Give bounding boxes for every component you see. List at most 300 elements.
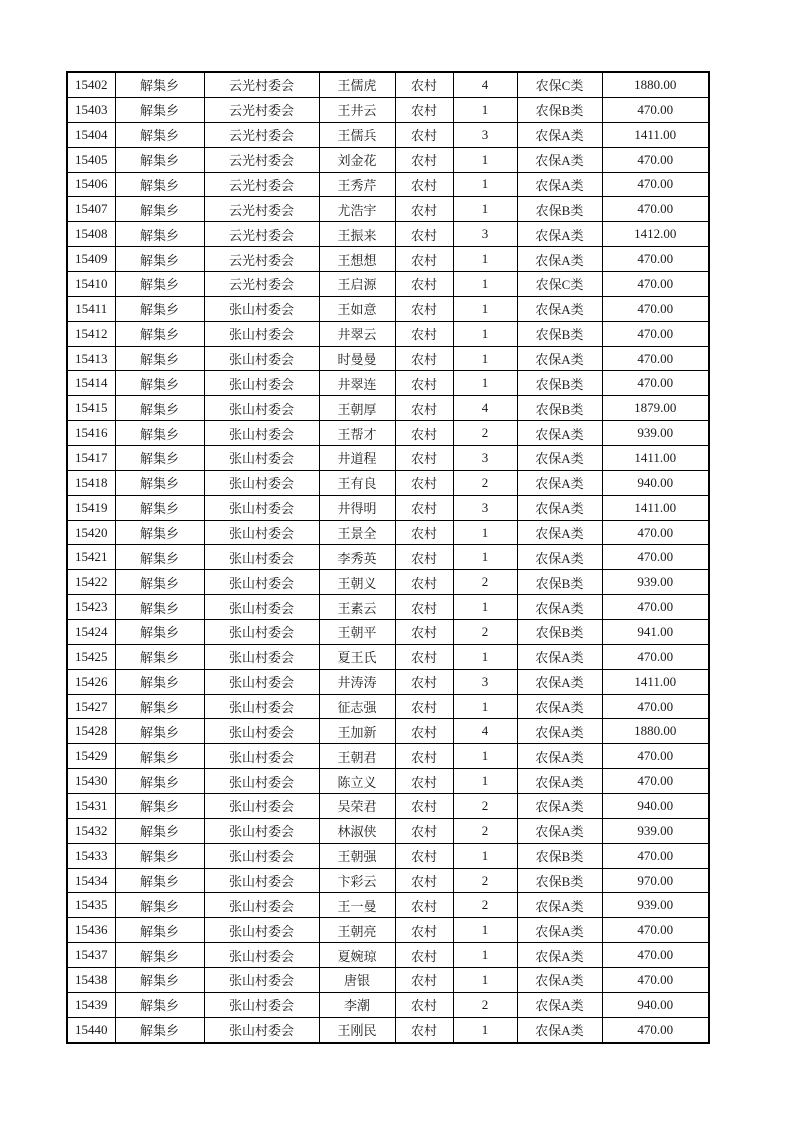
cell-amount: 1411.00	[602, 495, 709, 520]
cell-insurance-category: 农保B类	[517, 371, 602, 396]
cell-township: 解集乡	[115, 396, 204, 421]
cell-insurance-category: 农保A类	[517, 794, 602, 819]
cell-residence-type: 农村	[395, 247, 453, 272]
cell-person-id: 15410	[67, 272, 115, 297]
cell-insurance-category: 农保C类	[517, 272, 602, 297]
cell-amount: 1879.00	[602, 396, 709, 421]
cell-person-id: 15433	[67, 843, 115, 868]
cell-village-committee: 张山村委会	[204, 421, 319, 446]
cell-amount: 1880.00	[602, 72, 709, 97]
cell-township: 解集乡	[115, 694, 204, 719]
table-row	[67, 122, 709, 147]
table-row	[67, 72, 709, 97]
cell-amount: 970.00	[602, 868, 709, 893]
cell-insurance-category: 农保A类	[517, 669, 602, 694]
cell-person-name: 刘金花	[319, 147, 395, 172]
cell-village-committee: 云光村委会	[204, 172, 319, 197]
cell-headcount: 1	[453, 346, 517, 371]
cell-village-committee: 张山村委会	[204, 918, 319, 943]
cell-person-id: 15427	[67, 694, 115, 719]
cell-insurance-category: 农保B类	[517, 620, 602, 645]
cell-person-name: 林淑侠	[319, 818, 395, 843]
cell-person-id: 15414	[67, 371, 115, 396]
cell-village-committee: 云光村委会	[204, 97, 319, 122]
table-row	[67, 446, 709, 471]
cell-residence-type: 农村	[395, 371, 453, 396]
cell-headcount: 1	[453, 918, 517, 943]
cell-residence-type: 农村	[395, 918, 453, 943]
cell-person-name: 时曼曼	[319, 346, 395, 371]
cell-village-committee: 张山村委会	[204, 769, 319, 794]
cell-headcount: 1	[453, 147, 517, 172]
cell-village-committee: 云光村委会	[204, 122, 319, 147]
cell-village-committee: 张山村委会	[204, 321, 319, 346]
cell-insurance-category: 农保A类	[517, 918, 602, 943]
table-row	[67, 421, 709, 446]
cell-person-id: 15440	[67, 1017, 115, 1043]
cell-residence-type: 农村	[395, 719, 453, 744]
cell-person-name: 王振来	[319, 222, 395, 247]
cell-person-name: 王启源	[319, 272, 395, 297]
cell-village-committee: 张山村委会	[204, 694, 319, 719]
cell-headcount: 1	[453, 644, 517, 669]
cell-person-name: 井得明	[319, 495, 395, 520]
cell-residence-type: 农村	[395, 595, 453, 620]
cell-village-committee: 云光村委会	[204, 147, 319, 172]
cell-insurance-category: 农保A类	[517, 296, 602, 321]
cell-headcount: 1	[453, 520, 517, 545]
cell-person-name: 王秀芹	[319, 172, 395, 197]
cell-amount: 470.00	[602, 247, 709, 272]
cell-person-id: 15406	[67, 172, 115, 197]
cell-residence-type: 农村	[395, 495, 453, 520]
cell-headcount: 3	[453, 669, 517, 694]
cell-amount: 470.00	[602, 272, 709, 297]
cell-headcount: 4	[453, 719, 517, 744]
table-row	[67, 520, 709, 545]
cell-person-name: 井翠云	[319, 321, 395, 346]
cell-insurance-category: 农保C类	[517, 72, 602, 97]
cell-township: 解集乡	[115, 446, 204, 471]
cell-insurance-category: 农保B类	[517, 197, 602, 222]
cell-headcount: 2	[453, 818, 517, 843]
cell-person-id: 15423	[67, 595, 115, 620]
cell-person-name: 井涛涛	[319, 669, 395, 694]
cell-person-name: 李秀英	[319, 545, 395, 570]
cell-headcount: 4	[453, 396, 517, 421]
cell-residence-type: 农村	[395, 421, 453, 446]
cell-person-id: 15428	[67, 719, 115, 744]
cell-person-name: 王素云	[319, 595, 395, 620]
cell-person-id: 15407	[67, 197, 115, 222]
cell-township: 解集乡	[115, 470, 204, 495]
cell-amount: 470.00	[602, 172, 709, 197]
cell-insurance-category: 农保B类	[517, 868, 602, 893]
cell-person-id: 15431	[67, 794, 115, 819]
cell-person-name: 王景全	[319, 520, 395, 545]
cell-person-id: 15426	[67, 669, 115, 694]
cell-residence-type: 农村	[395, 744, 453, 769]
cell-residence-type: 农村	[395, 769, 453, 794]
cell-amount: 470.00	[602, 769, 709, 794]
cell-person-id: 15424	[67, 620, 115, 645]
cell-residence-type: 农村	[395, 620, 453, 645]
cell-village-committee: 张山村委会	[204, 943, 319, 968]
cell-person-name: 征志强	[319, 694, 395, 719]
cell-headcount: 1	[453, 943, 517, 968]
cell-residence-type: 农村	[395, 669, 453, 694]
table-row	[67, 595, 709, 620]
cell-headcount: 4	[453, 72, 517, 97]
cell-village-committee: 张山村委会	[204, 520, 319, 545]
cell-person-name: 王儒虎	[319, 72, 395, 97]
cell-amount: 470.00	[602, 918, 709, 943]
cell-insurance-category: 农保A类	[517, 943, 602, 968]
cell-amount: 470.00	[602, 744, 709, 769]
cell-residence-type: 农村	[395, 222, 453, 247]
cell-person-name: 陈立义	[319, 769, 395, 794]
cell-headcount: 1	[453, 272, 517, 297]
table-row	[67, 818, 709, 843]
cell-headcount: 1	[453, 694, 517, 719]
table-row	[67, 321, 709, 346]
cell-insurance-category: 农保A类	[517, 147, 602, 172]
cell-headcount: 2	[453, 421, 517, 446]
cell-person-id: 15415	[67, 396, 115, 421]
cell-insurance-category: 农保B类	[517, 843, 602, 868]
cell-person-id: 15408	[67, 222, 115, 247]
cell-person-id: 15434	[67, 868, 115, 893]
cell-residence-type: 农村	[395, 122, 453, 147]
cell-residence-type: 农村	[395, 272, 453, 297]
cell-township: 解集乡	[115, 968, 204, 993]
table-row	[67, 769, 709, 794]
cell-insurance-category: 农保A类	[517, 122, 602, 147]
cell-township: 解集乡	[115, 520, 204, 545]
cell-person-name: 王帮才	[319, 421, 395, 446]
cell-village-committee: 云光村委会	[204, 272, 319, 297]
cell-residence-type: 农村	[395, 520, 453, 545]
cell-person-id: 15429	[67, 744, 115, 769]
cell-amount: 1411.00	[602, 122, 709, 147]
cell-residence-type: 农村	[395, 843, 453, 868]
cell-person-name: 王刚民	[319, 1017, 395, 1043]
cell-headcount: 2	[453, 470, 517, 495]
table-row	[67, 147, 709, 172]
cell-township: 解集乡	[115, 620, 204, 645]
cell-person-id: 15419	[67, 495, 115, 520]
cell-village-committee: 张山村委会	[204, 545, 319, 570]
cell-township: 解集乡	[115, 794, 204, 819]
table-row	[67, 495, 709, 520]
cell-village-committee: 张山村委会	[204, 346, 319, 371]
cell-headcount: 1	[453, 968, 517, 993]
cell-headcount: 1	[453, 172, 517, 197]
cell-insurance-category: 农保A类	[517, 247, 602, 272]
cell-residence-type: 农村	[395, 992, 453, 1017]
table-row	[67, 296, 709, 321]
cell-person-id: 15425	[67, 644, 115, 669]
cell-insurance-category: 农保A类	[517, 744, 602, 769]
cell-person-id: 15438	[67, 968, 115, 993]
cell-township: 解集乡	[115, 719, 204, 744]
cell-person-name: 王朝亮	[319, 918, 395, 943]
cell-headcount: 2	[453, 992, 517, 1017]
cell-village-committee: 张山村委会	[204, 794, 319, 819]
cell-amount: 939.00	[602, 570, 709, 595]
cell-headcount: 1	[453, 769, 517, 794]
cell-township: 解集乡	[115, 644, 204, 669]
cell-township: 解集乡	[115, 943, 204, 968]
cell-village-committee: 张山村委会	[204, 1017, 319, 1043]
cell-person-id: 15417	[67, 446, 115, 471]
cell-amount: 470.00	[602, 296, 709, 321]
table-row	[67, 719, 709, 744]
cell-insurance-category: 农保A类	[517, 1017, 602, 1043]
cell-township: 解集乡	[115, 769, 204, 794]
cell-headcount: 1	[453, 197, 517, 222]
cell-insurance-category: 农保A类	[517, 495, 602, 520]
cell-amount: 940.00	[602, 470, 709, 495]
cell-village-committee: 张山村委会	[204, 644, 319, 669]
cell-residence-type: 农村	[395, 794, 453, 819]
cell-village-committee: 张山村委会	[204, 843, 319, 868]
cell-residence-type: 农村	[395, 470, 453, 495]
cell-township: 解集乡	[115, 72, 204, 97]
cell-residence-type: 农村	[395, 147, 453, 172]
cell-village-committee: 张山村委会	[204, 595, 319, 620]
cell-person-name: 井道程	[319, 446, 395, 471]
table-row	[67, 272, 709, 297]
cell-headcount: 2	[453, 620, 517, 645]
cell-township: 解集乡	[115, 172, 204, 197]
cell-township: 解集乡	[115, 296, 204, 321]
cell-residence-type: 农村	[395, 818, 453, 843]
cell-headcount: 1	[453, 247, 517, 272]
table-row	[67, 1017, 709, 1043]
cell-village-committee: 云光村委会	[204, 72, 319, 97]
cell-amount: 470.00	[602, 147, 709, 172]
cell-headcount: 1	[453, 843, 517, 868]
cell-amount: 1411.00	[602, 446, 709, 471]
cell-person-id: 15437	[67, 943, 115, 968]
cell-person-name: 卞彩云	[319, 868, 395, 893]
cell-amount: 470.00	[602, 97, 709, 122]
cell-insurance-category: 农保A类	[517, 346, 602, 371]
cell-insurance-category: 农保A类	[517, 595, 602, 620]
cell-residence-type: 农村	[395, 346, 453, 371]
cell-insurance-category: 农保A类	[517, 719, 602, 744]
cell-village-committee: 张山村委会	[204, 868, 319, 893]
table-row	[67, 918, 709, 943]
cell-person-name: 王有良	[319, 470, 395, 495]
cell-amount: 941.00	[602, 620, 709, 645]
cell-insurance-category: 农保A类	[517, 694, 602, 719]
cell-village-committee: 张山村委会	[204, 968, 319, 993]
table-row	[67, 371, 709, 396]
cell-township: 解集乡	[115, 545, 204, 570]
cell-township: 解集乡	[115, 595, 204, 620]
cell-insurance-category: 农保A类	[517, 893, 602, 918]
cell-township: 解集乡	[115, 818, 204, 843]
cell-insurance-category: 农保B类	[517, 321, 602, 346]
cell-township: 解集乡	[115, 570, 204, 595]
cell-person-name: 唐银	[319, 968, 395, 993]
cell-person-name: 王朝强	[319, 843, 395, 868]
pension-benefits-table	[66, 71, 710, 1044]
cell-residence-type: 农村	[395, 446, 453, 471]
cell-person-name: 王一曼	[319, 893, 395, 918]
cell-residence-type: 农村	[395, 296, 453, 321]
cell-township: 解集乡	[115, 1017, 204, 1043]
cell-amount: 470.00	[602, 694, 709, 719]
cell-residence-type: 农村	[395, 570, 453, 595]
cell-headcount: 3	[453, 222, 517, 247]
cell-person-name: 李潮	[319, 992, 395, 1017]
table-row	[67, 247, 709, 272]
cell-headcount: 1	[453, 97, 517, 122]
cell-insurance-category: 农保A类	[517, 446, 602, 471]
table-row	[67, 172, 709, 197]
cell-village-committee: 张山村委会	[204, 893, 319, 918]
cell-township: 解集乡	[115, 222, 204, 247]
cell-insurance-category: 农保A类	[517, 992, 602, 1017]
cell-amount: 470.00	[602, 545, 709, 570]
cell-headcount: 1	[453, 296, 517, 321]
cell-village-committee: 张山村委会	[204, 669, 319, 694]
cell-village-committee: 云光村委会	[204, 197, 319, 222]
cell-amount: 470.00	[602, 968, 709, 993]
cell-person-id: 15420	[67, 520, 115, 545]
table-row	[67, 545, 709, 570]
cell-person-name: 王想想	[319, 247, 395, 272]
cell-headcount: 3	[453, 446, 517, 471]
cell-township: 解集乡	[115, 197, 204, 222]
cell-township: 解集乡	[115, 421, 204, 446]
table-row	[67, 669, 709, 694]
cell-amount: 1412.00	[602, 222, 709, 247]
cell-village-committee: 张山村委会	[204, 992, 319, 1017]
cell-insurance-category: 农保B类	[517, 570, 602, 595]
cell-township: 解集乡	[115, 321, 204, 346]
cell-headcount: 2	[453, 570, 517, 595]
cell-person-name: 王朝平	[319, 620, 395, 645]
cell-headcount: 1	[453, 595, 517, 620]
cell-village-committee: 张山村委会	[204, 818, 319, 843]
table-row	[67, 694, 709, 719]
cell-amount: 1411.00	[602, 669, 709, 694]
cell-person-id: 15403	[67, 97, 115, 122]
cell-person-name: 井翠连	[319, 371, 395, 396]
cell-amount: 470.00	[602, 520, 709, 545]
cell-person-name: 吴荣君	[319, 794, 395, 819]
cell-village-committee: 张山村委会	[204, 396, 319, 421]
cell-person-id: 15439	[67, 992, 115, 1017]
cell-person-id: 15413	[67, 346, 115, 371]
cell-insurance-category: 农保A类	[517, 520, 602, 545]
cell-person-id: 15430	[67, 769, 115, 794]
cell-amount: 470.00	[602, 321, 709, 346]
cell-person-name: 尤浩宇	[319, 197, 395, 222]
cell-insurance-category: 农保A类	[517, 968, 602, 993]
cell-amount: 1880.00	[602, 719, 709, 744]
table-row	[67, 868, 709, 893]
cell-township: 解集乡	[115, 843, 204, 868]
cell-insurance-category: 农保A类	[517, 172, 602, 197]
cell-person-name: 王朝厚	[319, 396, 395, 421]
cell-residence-type: 农村	[395, 943, 453, 968]
cell-township: 解集乡	[115, 147, 204, 172]
table-body	[67, 72, 709, 1043]
table-row	[67, 893, 709, 918]
cell-person-id: 15435	[67, 893, 115, 918]
cell-township: 解集乡	[115, 868, 204, 893]
cell-person-id: 15412	[67, 321, 115, 346]
cell-residence-type: 农村	[395, 1017, 453, 1043]
cell-person-id: 15411	[67, 296, 115, 321]
cell-residence-type: 农村	[395, 694, 453, 719]
cell-headcount: 2	[453, 794, 517, 819]
table-row	[67, 97, 709, 122]
cell-person-name: 王加新	[319, 719, 395, 744]
cell-residence-type: 农村	[395, 893, 453, 918]
cell-amount: 940.00	[602, 794, 709, 819]
cell-person-id: 15404	[67, 122, 115, 147]
cell-amount: 939.00	[602, 421, 709, 446]
cell-village-committee: 张山村委会	[204, 495, 319, 520]
cell-headcount: 1	[453, 545, 517, 570]
cell-residence-type: 农村	[395, 396, 453, 421]
cell-amount: 470.00	[602, 843, 709, 868]
table-row	[67, 197, 709, 222]
cell-residence-type: 农村	[395, 868, 453, 893]
cell-village-committee: 云光村委会	[204, 222, 319, 247]
cell-residence-type: 农村	[395, 968, 453, 993]
cell-person-name: 夏婉琼	[319, 943, 395, 968]
table-row	[67, 644, 709, 669]
cell-township: 解集乡	[115, 918, 204, 943]
cell-township: 解集乡	[115, 346, 204, 371]
cell-township: 解集乡	[115, 744, 204, 769]
cell-residence-type: 农村	[395, 72, 453, 97]
table-row	[67, 396, 709, 421]
cell-insurance-category: 农保A类	[517, 421, 602, 446]
cell-residence-type: 农村	[395, 172, 453, 197]
table-row	[67, 794, 709, 819]
table-row	[67, 943, 709, 968]
cell-person-name: 夏王氏	[319, 644, 395, 669]
table-row	[67, 843, 709, 868]
cell-headcount: 1	[453, 371, 517, 396]
cell-residence-type: 农村	[395, 321, 453, 346]
cell-residence-type: 农村	[395, 97, 453, 122]
cell-headcount: 3	[453, 122, 517, 147]
cell-headcount: 2	[453, 893, 517, 918]
cell-village-committee: 张山村委会	[204, 446, 319, 471]
cell-person-id: 15409	[67, 247, 115, 272]
table-row	[67, 620, 709, 645]
table-row	[67, 346, 709, 371]
cell-person-id: 15405	[67, 147, 115, 172]
cell-village-committee: 张山村委会	[204, 570, 319, 595]
cell-person-id: 15418	[67, 470, 115, 495]
cell-village-committee: 云光村委会	[204, 247, 319, 272]
cell-person-id: 15421	[67, 545, 115, 570]
cell-person-name: 王井云	[319, 97, 395, 122]
cell-amount: 939.00	[602, 893, 709, 918]
cell-person-id: 15432	[67, 818, 115, 843]
cell-person-name: 王朝义	[319, 570, 395, 595]
